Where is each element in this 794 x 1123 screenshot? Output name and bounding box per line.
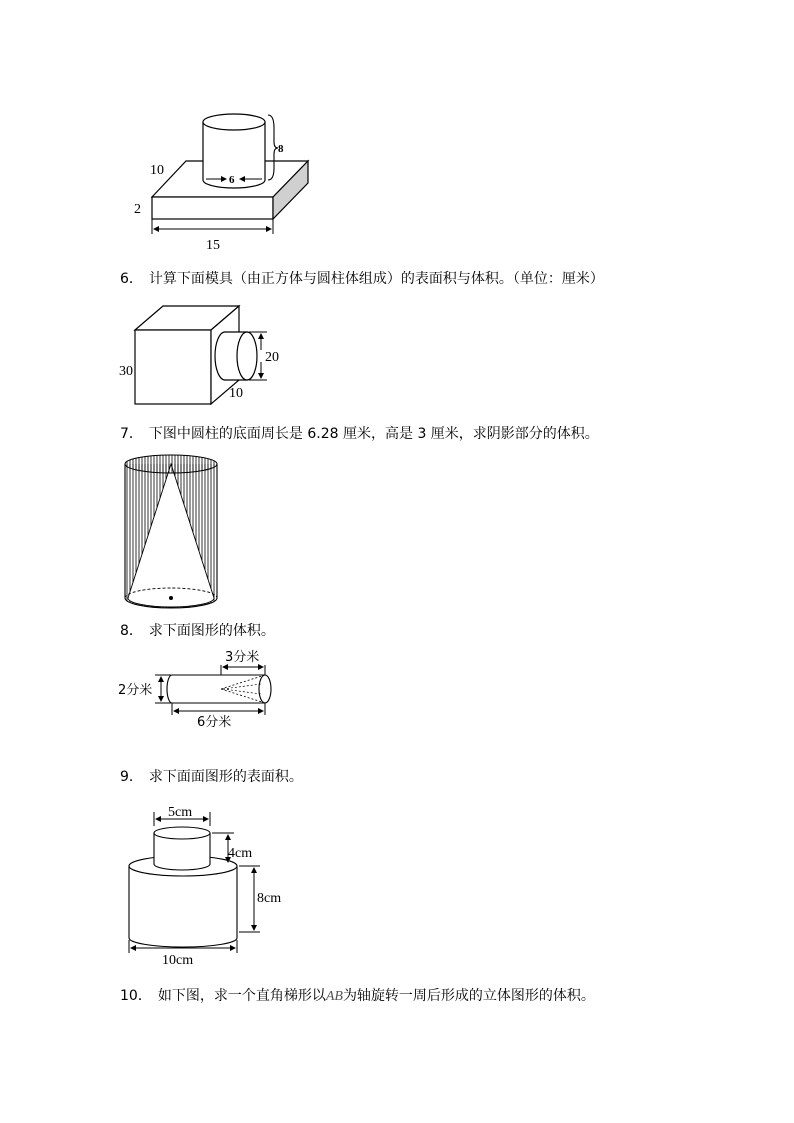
question-6 — [120, 270, 604, 288]
question-10-text-after: 为轴旋转一周后形成的立体图形的体积。 — [342, 988, 595, 1004]
cone-length-label: 3分米 — [225, 650, 260, 665]
question-9-number: 9． — [120, 769, 143, 785]
figure-hollow-cylinder — [120, 452, 222, 612]
cube-cyl-length-label: 10 — [229, 386, 243, 401]
top-diameter-label: 5cm — [168, 805, 193, 820]
question-10-text-before: 如下图，求一个直角梯形以 — [157, 988, 326, 1004]
cylinder-length-label: 6分米 — [197, 715, 232, 730]
prism-cylinder-svg — [130, 110, 330, 255]
question-7-number: 7． — [120, 426, 143, 442]
figure-stacked-cylinders — [120, 800, 300, 970]
question-9 — [120, 768, 303, 786]
stacked-cylinders-svg — [120, 800, 300, 970]
cube-cyl-diameter-label: 20 — [265, 350, 279, 365]
question-7-text: 下图中圆柱的底面周长是 6.28 厘米，高是 3 厘米，求阴影部分的体积。 — [148, 426, 599, 442]
slab-depth-label: 10 — [150, 163, 164, 178]
figure-prism-cylinder — [130, 110, 330, 255]
question-8-text: 求下面图形的体积。 — [148, 623, 275, 639]
slab-length-label: 15 — [206, 238, 220, 253]
question-6-text: 计算下面模具（由正方体与圆柱体组成）的表面积与体积。（单位：厘米） — [148, 271, 604, 287]
question-6-number: 6． — [120, 271, 143, 287]
cube-cylinder-svg — [115, 300, 295, 405]
question-7 — [120, 425, 599, 443]
slab-thickness-label: 2 — [134, 202, 141, 217]
question-10 — [120, 987, 595, 1006]
figure-cylinder-cone — [115, 645, 280, 730]
question-9-text: 求下面面图形的表面积。 — [148, 769, 303, 785]
question-10-number: 10． — [120, 988, 152, 1004]
cyl-diameter-label: 6 — [229, 174, 235, 186]
cylinder-diameter-label: 2分米 — [118, 683, 153, 698]
hollow-cylinder-svg — [120, 452, 222, 612]
cube-side-label: 30 — [119, 364, 133, 379]
cyl-height-label: 8 — [278, 143, 284, 155]
cylinder-cone-svg — [115, 645, 280, 730]
bottom-diameter-label: 10cm — [162, 953, 194, 968]
question-8-number: 8． — [120, 623, 143, 639]
top-height-label: 4cm — [228, 846, 253, 861]
axis-ab-label: AB — [325, 989, 343, 1004]
bottom-height-label: 8cm — [257, 891, 282, 906]
question-8 — [120, 622, 275, 640]
figure-cube-cylinder — [115, 300, 295, 405]
